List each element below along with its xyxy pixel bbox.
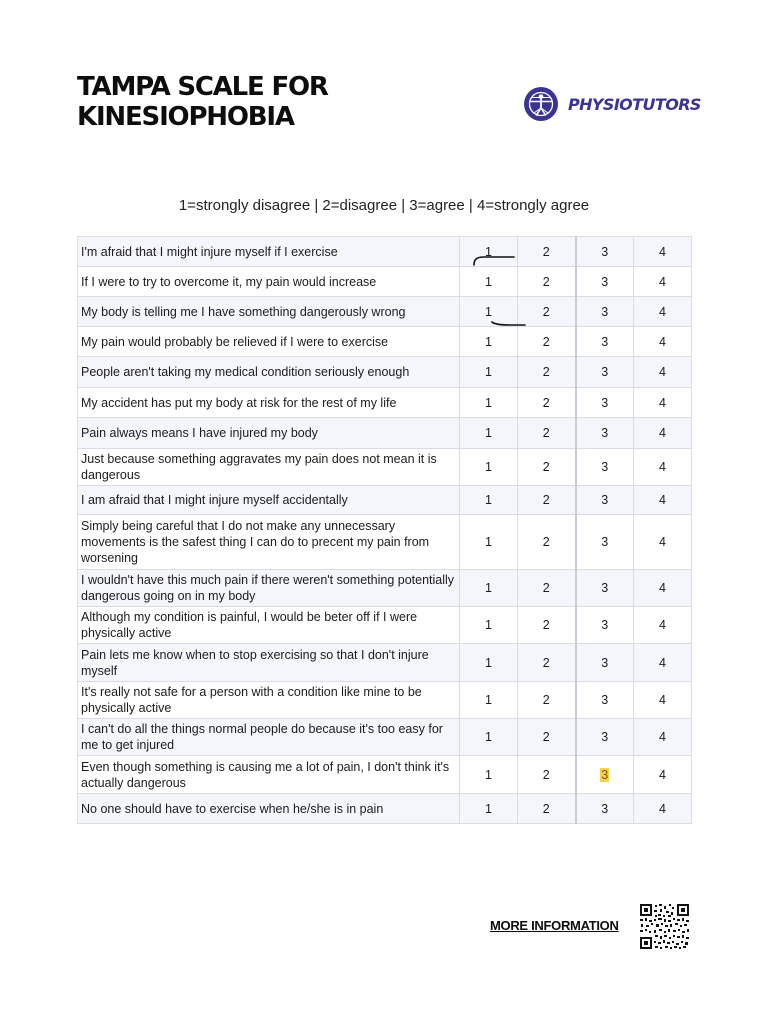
rating-option-2[interactable] bbox=[518, 682, 576, 719]
questionnaire-rows bbox=[78, 237, 692, 824]
question-text: I'm afraid that I might injure myself if I exercise bbox=[78, 237, 460, 267]
rating-value: 2 bbox=[542, 801, 550, 816]
rating-option-4[interactable] bbox=[634, 794, 692, 824]
rating-option-2[interactable] bbox=[518, 237, 576, 267]
rating-value: 4 bbox=[659, 274, 666, 289]
question-text: Even though something is causing me a lot of pain, I don't think it's actually dangerous bbox=[78, 756, 460, 794]
question-text: I can't do all the things normal people do because it's too easy for me to get injured bbox=[78, 719, 460, 756]
rating-option-4[interactable] bbox=[634, 682, 692, 719]
rating-option-3[interactable] bbox=[576, 570, 634, 607]
rating-value: 2 bbox=[542, 304, 550, 319]
rating-value: 3 bbox=[601, 334, 609, 349]
rating-option-3[interactable] bbox=[576, 719, 634, 756]
rating-option-4[interactable] bbox=[634, 237, 692, 267]
question-text: I wouldn't have this much pain if there weren't something potentially dangerous going on in my body bbox=[78, 570, 460, 607]
rating-value: 4 bbox=[659, 618, 666, 632]
rating-value: 1 bbox=[485, 493, 492, 507]
question-row bbox=[78, 327, 692, 357]
rating-value: 3 bbox=[601, 426, 609, 440]
rating-option-4[interactable] bbox=[634, 486, 692, 515]
rating-value: 1 bbox=[485, 618, 492, 632]
rating-value: 3 bbox=[601, 801, 609, 816]
rating-value: 2 bbox=[542, 618, 550, 632]
rating-option-3[interactable] bbox=[576, 644, 634, 682]
question-row bbox=[78, 719, 692, 756]
rating-value: 4 bbox=[659, 767, 666, 782]
brand-logo[interactable] bbox=[524, 87, 701, 121]
rating-value: 2 bbox=[542, 395, 550, 410]
rating-value: 1 bbox=[485, 693, 492, 707]
rating-value: 1 bbox=[485, 460, 492, 474]
rating-value: 4 bbox=[659, 693, 666, 707]
rating-option-4[interactable] bbox=[634, 388, 692, 418]
rating-option-2[interactable] bbox=[518, 756, 576, 794]
rating-option-3[interactable] bbox=[576, 237, 634, 267]
rating-option-1[interactable] bbox=[460, 515, 518, 570]
rating-option-3[interactable] bbox=[576, 357, 634, 388]
rating-value: 1 bbox=[485, 334, 492, 349]
rating-value: 2 bbox=[542, 767, 550, 782]
rating-option-3[interactable] bbox=[576, 267, 634, 297]
rating-option-1[interactable] bbox=[460, 267, 518, 297]
rating-value: 1 bbox=[485, 274, 492, 289]
question-text: I am afraid that I might injure myself accidentally bbox=[78, 486, 460, 515]
rating-option-1[interactable] bbox=[460, 486, 518, 515]
rating-option-3[interactable] bbox=[576, 418, 634, 449]
rating-value: 3 bbox=[601, 730, 609, 744]
rating-option-1[interactable] bbox=[460, 756, 518, 794]
rating-option-4[interactable] bbox=[634, 607, 692, 644]
rating-option-2[interactable] bbox=[518, 449, 576, 486]
question-text: My accident has put my body at risk for the rest of my life bbox=[78, 388, 460, 418]
question-text: If I were to try to overcome it, my pain would increase bbox=[78, 267, 460, 297]
rating-option-4[interactable] bbox=[634, 570, 692, 607]
rating-value: 3 bbox=[601, 693, 609, 707]
rating-option-4[interactable] bbox=[634, 515, 692, 570]
rating-value: 4 bbox=[659, 581, 666, 595]
question-row bbox=[78, 607, 692, 644]
question-row bbox=[78, 570, 692, 607]
rating-option-1[interactable] bbox=[460, 388, 518, 418]
rating-option-1[interactable] bbox=[460, 644, 518, 682]
rating-value: 3 bbox=[601, 244, 609, 259]
rating-value: 2 bbox=[542, 334, 550, 349]
rating-option-4[interactable] bbox=[634, 267, 692, 297]
rating-value: 4 bbox=[659, 426, 666, 440]
rating-value: 3 bbox=[601, 395, 609, 410]
question-text: Simply being careful that I do not make any unnecessary movements is the safest thing I can do to precent my pain from worsening bbox=[78, 515, 460, 570]
question-row bbox=[78, 237, 692, 267]
rating-option-2[interactable] bbox=[518, 644, 576, 682]
rating-value: 2 bbox=[542, 581, 550, 595]
rating-value: 4 bbox=[659, 535, 666, 549]
rating-option-1[interactable] bbox=[460, 719, 518, 756]
rating-option-1[interactable] bbox=[460, 237, 518, 267]
rating-value: 1 bbox=[485, 535, 492, 549]
questionnaire-table bbox=[77, 236, 692, 824]
question-row bbox=[78, 794, 692, 824]
rating-value: 4 bbox=[659, 655, 666, 670]
rating-option-1[interactable] bbox=[460, 682, 518, 719]
rating-value: 4 bbox=[659, 334, 666, 349]
more-information-link[interactable]: MORE INFORMATION bbox=[490, 918, 619, 933]
scale-legend: 1=strongly disagree | 2=disagree | 3=agree | 4=strongly agree bbox=[178, 197, 590, 214]
rating-value: 2 bbox=[542, 460, 550, 474]
rating-option-3[interactable] bbox=[576, 449, 634, 486]
question-text: No one should have to exercise when he/she is in pain bbox=[78, 794, 460, 824]
rating-value: 1 bbox=[485, 426, 492, 440]
question-row bbox=[78, 388, 692, 418]
question-row bbox=[78, 297, 692, 327]
rating-value: 4 bbox=[659, 801, 666, 816]
question-text: My pain would probably be relieved if I were to exercise bbox=[78, 327, 460, 357]
rating-option-3[interactable] bbox=[576, 682, 634, 719]
rating-value: 3 bbox=[601, 581, 609, 595]
rating-value: 2 bbox=[542, 244, 550, 259]
question-text: Although my condition is painful, I would be beter off if I were physically active bbox=[78, 607, 460, 644]
vitruvian-man-icon bbox=[524, 87, 558, 121]
rating-option-1[interactable] bbox=[460, 794, 518, 824]
rating-value: 2 bbox=[542, 274, 550, 289]
question-row bbox=[78, 515, 692, 570]
rating-value: 2 bbox=[542, 426, 550, 440]
question-row bbox=[78, 486, 692, 515]
rating-option-1[interactable] bbox=[460, 449, 518, 486]
rating-value: 4 bbox=[659, 460, 666, 474]
rating-value: 4 bbox=[659, 395, 666, 410]
rating-option-3[interactable] bbox=[576, 486, 634, 515]
rating-option-2[interactable] bbox=[518, 418, 576, 449]
rating-option-4[interactable] bbox=[634, 297, 692, 327]
rating-option-2[interactable] bbox=[518, 297, 576, 327]
rating-option-1[interactable] bbox=[460, 570, 518, 607]
question-text: Pain lets me know when to stop exercising so that I don't injure myself bbox=[78, 644, 460, 682]
rating-option-2[interactable] bbox=[518, 607, 576, 644]
title-line-1: TAMPA SCALE FOR bbox=[77, 72, 328, 102]
title-line-2: KINESIOPHOBIA bbox=[77, 102, 294, 132]
rating-option-2[interactable] bbox=[518, 486, 576, 515]
rating-value: 2 bbox=[542, 493, 550, 507]
question-text: It's really not safe for a person with a condition like mine to be physically active bbox=[78, 682, 460, 719]
rating-option-2[interactable] bbox=[518, 388, 576, 418]
rating-value: 3 bbox=[601, 304, 609, 319]
rating-value: 1 bbox=[485, 730, 492, 744]
rating-value: 4 bbox=[659, 365, 666, 379]
rating-value: 1 bbox=[485, 365, 492, 379]
rating-option-3[interactable] bbox=[576, 794, 634, 824]
question-text: Pain always means I have injured my body bbox=[78, 418, 460, 449]
rating-option-3[interactable] bbox=[576, 756, 634, 794]
question-text: People aren't taking my medical condition seriously enough bbox=[78, 357, 460, 388]
page-title bbox=[77, 72, 397, 132]
rating-value: 4 bbox=[659, 730, 666, 744]
rating-value: 1 bbox=[485, 304, 492, 319]
question-text: My body is telling me I have something dangerously wrong bbox=[78, 297, 460, 327]
rating-option-2[interactable] bbox=[518, 719, 576, 756]
question-row bbox=[78, 756, 692, 794]
rating-value: 3 bbox=[601, 655, 609, 670]
rating-option-3[interactable] bbox=[576, 388, 634, 418]
rating-value: 1 bbox=[485, 581, 492, 595]
rating-option-2[interactable] bbox=[518, 267, 576, 297]
rating-value: 3 bbox=[601, 535, 609, 549]
rating-option-2[interactable] bbox=[518, 515, 576, 570]
qr-code-icon[interactable] bbox=[639, 903, 690, 950]
rating-value: 3 bbox=[601, 493, 609, 507]
rating-option-3[interactable] bbox=[576, 297, 634, 327]
rating-option-2[interactable] bbox=[518, 794, 576, 824]
rating-value: 2 bbox=[542, 535, 550, 549]
rating-option-4[interactable] bbox=[634, 449, 692, 486]
rating-value: 2 bbox=[542, 693, 550, 707]
rating-option-1[interactable] bbox=[460, 297, 518, 327]
rating-option-4[interactable] bbox=[634, 327, 692, 357]
rating-value: 4 bbox=[659, 244, 666, 259]
rating-value: 2 bbox=[542, 730, 550, 744]
question-row bbox=[78, 682, 692, 719]
rating-value: 2 bbox=[542, 655, 550, 670]
rating-option-2[interactable] bbox=[518, 357, 576, 388]
rating-option-4[interactable] bbox=[634, 644, 692, 682]
rating-value: 4 bbox=[659, 304, 666, 319]
rating-option-4[interactable] bbox=[634, 357, 692, 388]
rating-option-4[interactable] bbox=[634, 418, 692, 449]
highlighted-rating-value: 3 bbox=[601, 767, 609, 782]
rating-option-3[interactable] bbox=[576, 607, 634, 644]
rating-option-2[interactable] bbox=[518, 570, 576, 607]
rating-value: 3 bbox=[601, 460, 609, 474]
rating-option-1[interactable] bbox=[460, 357, 518, 388]
brand-name: PHYSIOTUTORS bbox=[568, 94, 701, 114]
rating-option-3[interactable] bbox=[576, 327, 634, 357]
rating-option-1[interactable] bbox=[460, 607, 518, 644]
rating-option-1[interactable] bbox=[460, 418, 518, 449]
rating-value: 1 bbox=[485, 244, 492, 259]
rating-value: 1 bbox=[485, 767, 492, 782]
rating-value: 3 bbox=[601, 274, 609, 289]
rating-value: 2 bbox=[542, 365, 550, 379]
question-row bbox=[78, 418, 692, 449]
rating-option-4[interactable] bbox=[634, 719, 692, 756]
rating-value: 1 bbox=[485, 395, 492, 410]
question-row bbox=[78, 267, 692, 297]
rating-value: 4 bbox=[659, 493, 666, 507]
question-text: Just because something aggravates my pain does not mean it is dangerous bbox=[78, 449, 460, 486]
rating-value: 3 bbox=[601, 365, 609, 379]
rating-value: 1 bbox=[485, 655, 492, 670]
rating-option-3[interactable] bbox=[576, 515, 634, 570]
question-row bbox=[78, 357, 692, 388]
question-row bbox=[78, 449, 692, 486]
rating-option-1[interactable] bbox=[460, 327, 518, 357]
rating-option-2[interactable] bbox=[518, 327, 576, 357]
rating-value: 1 bbox=[485, 801, 492, 816]
rating-option-4[interactable] bbox=[634, 756, 692, 794]
rating-value: 3 bbox=[601, 618, 609, 632]
question-row bbox=[78, 644, 692, 682]
